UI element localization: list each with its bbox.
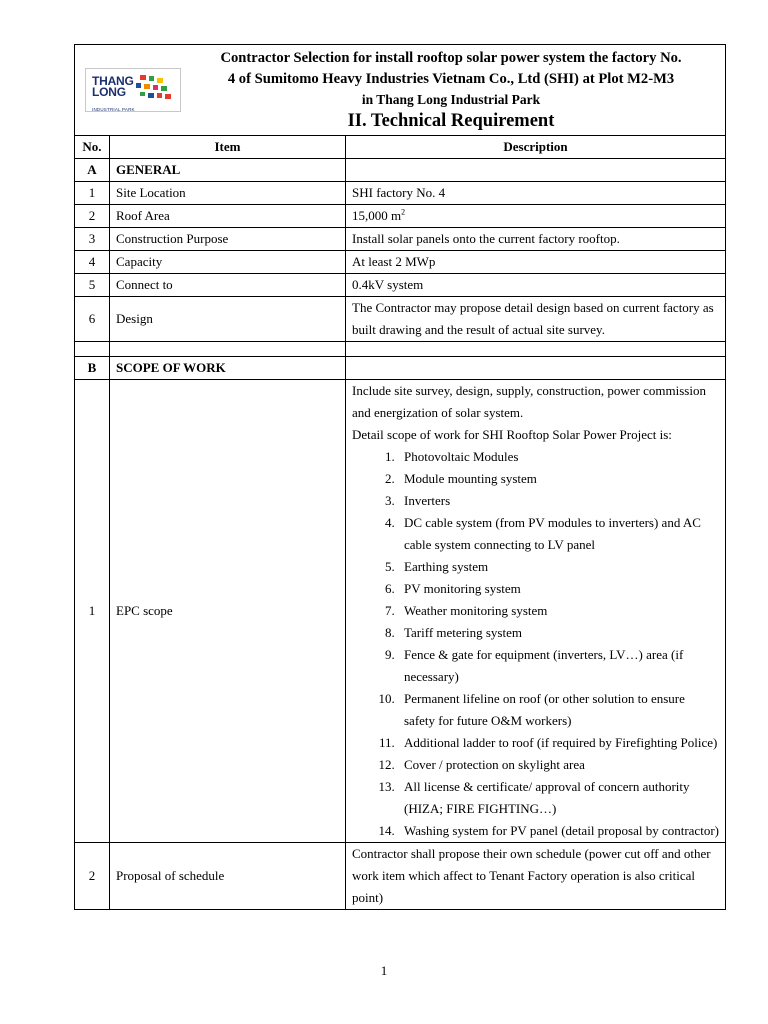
page-number: 1 bbox=[380, 963, 388, 978]
column-header-item: Item bbox=[110, 136, 346, 159]
list-item: 5. Earthing system bbox=[398, 556, 719, 578]
section-empty-cell bbox=[346, 357, 726, 380]
list-item: 7. Weather monitoring system bbox=[398, 600, 719, 622]
row-description bbox=[346, 380, 726, 843]
table-row bbox=[75, 228, 726, 251]
section-empty-cell bbox=[346, 159, 726, 182]
column-header-row bbox=[75, 136, 726, 159]
roof-area-value: 15,000 m bbox=[352, 208, 402, 223]
epc-scope-list bbox=[352, 446, 719, 842]
column-header-description: Description bbox=[346, 136, 726, 159]
list-item: 10. Permanent lifeline on roof (or other solution to ensure safety for future O&M workers) bbox=[398, 688, 719, 732]
section-no: B bbox=[75, 357, 110, 380]
row-description: At least 2 MWp bbox=[346, 251, 726, 274]
row-no: 6 bbox=[75, 297, 110, 342]
row-no: 5 bbox=[75, 274, 110, 297]
list-item: 2. Module mounting system bbox=[398, 468, 719, 490]
logo-word-thang: THANG bbox=[92, 74, 134, 88]
list-item: 6. PV monitoring system bbox=[398, 578, 719, 600]
row-no: 1 bbox=[75, 182, 110, 205]
list-item: 13. All license & certificate/ approval of concern authority (HIZA; FIRE FIGHTING…) bbox=[398, 776, 719, 820]
epc-detail-intro: Detail scope of work for SHI Rooftop Solar Power Project is: bbox=[352, 427, 672, 442]
section-row-scope bbox=[75, 357, 726, 380]
header-cell bbox=[75, 45, 726, 136]
row-description: Install solar panels onto the current factory rooftop. bbox=[346, 228, 726, 251]
table-row bbox=[75, 205, 726, 228]
technical-requirement-table bbox=[74, 44, 726, 910]
section-title: GENERAL bbox=[110, 159, 346, 182]
table-row bbox=[75, 380, 726, 843]
header-line-3: in Thang Long Industrial Park bbox=[361, 92, 541, 107]
list-item: 1. Photovoltaic Modules bbox=[398, 446, 719, 468]
table-row bbox=[75, 251, 726, 274]
row-item: Design bbox=[110, 297, 346, 342]
list-item: 14. Washing system for PV panel (detail proposal by contractor) bbox=[398, 820, 719, 842]
row-no: 1 bbox=[75, 380, 110, 843]
table-row bbox=[75, 182, 726, 205]
epc-intro: Include site survey, design, supply, construction, power commission and energization of solar system. bbox=[352, 383, 706, 420]
logo-small-text: INDUSTRIAL PARK bbox=[92, 107, 135, 112]
header-line-2: 4 of Sumitomo Heavy Industries Vietnam Co., Ltd (SHI) at Plot M2-M3 bbox=[227, 71, 675, 87]
blank-row bbox=[75, 342, 726, 357]
document-title: II. Technical Requirement bbox=[347, 111, 555, 131]
list-item: 12. Cover / protection on skylight area bbox=[398, 754, 719, 776]
row-item: EPC scope bbox=[110, 380, 346, 843]
table-row bbox=[75, 843, 726, 910]
list-item: 8. Tariff metering system bbox=[398, 622, 719, 644]
blank-cell bbox=[75, 342, 110, 357]
logo-word-long: LONG bbox=[92, 85, 126, 99]
section-title: SCOPE OF WORK bbox=[110, 357, 346, 380]
row-description: Contractor shall propose their own schedule (power cut off and other work item which affect to Tenant Factory operation is also critical point) bbox=[346, 843, 726, 910]
row-item: Proposal of schedule bbox=[110, 843, 346, 910]
table-row bbox=[75, 297, 726, 342]
row-description: The Contractor may propose detail design based on current factory as built drawing and the result of actual site survey. bbox=[346, 297, 726, 342]
section-row-general bbox=[75, 159, 726, 182]
roof-area-exponent: 2 bbox=[401, 207, 406, 217]
table-row bbox=[75, 274, 726, 297]
row-item: Capacity bbox=[110, 251, 346, 274]
row-description: 0.4kV system bbox=[346, 274, 726, 297]
row-item: Connect to bbox=[110, 274, 346, 297]
blank-cell bbox=[110, 342, 346, 357]
column-header-no: No. bbox=[75, 136, 110, 159]
row-item: Roof Area bbox=[110, 205, 346, 228]
header-text bbox=[181, 47, 721, 133]
row-item: Construction Purpose bbox=[110, 228, 346, 251]
list-item: 4. DC cable system (from PV modules to inverters) and AC cable system connecting to LV panel bbox=[398, 512, 719, 556]
document-page bbox=[74, 44, 725, 910]
row-no: 2 bbox=[75, 843, 110, 910]
list-item: 3. Inverters bbox=[398, 490, 719, 512]
header-row bbox=[75, 45, 726, 136]
list-item: 9. Fence & gate for equipment (inverters, LV…) area (if necessary) bbox=[398, 644, 719, 688]
row-no: 3 bbox=[75, 228, 110, 251]
list-item: 11. Additional ladder to roof (if required by Firefighting Police) bbox=[398, 732, 719, 754]
row-description: SHI factory No. 4 bbox=[346, 182, 726, 205]
header-line-1: Contractor Selection for install rooftop solar power system the factory No. bbox=[220, 50, 682, 66]
row-no: 2 bbox=[75, 205, 110, 228]
row-no: 4 bbox=[75, 251, 110, 274]
thang-long-industrial-park-logo bbox=[85, 68, 181, 112]
logo-mosaic-icon bbox=[136, 75, 176, 101]
blank-cell bbox=[346, 342, 726, 357]
section-no: A bbox=[75, 159, 110, 182]
row-description bbox=[346, 205, 726, 228]
row-item: Site Location bbox=[110, 182, 346, 205]
